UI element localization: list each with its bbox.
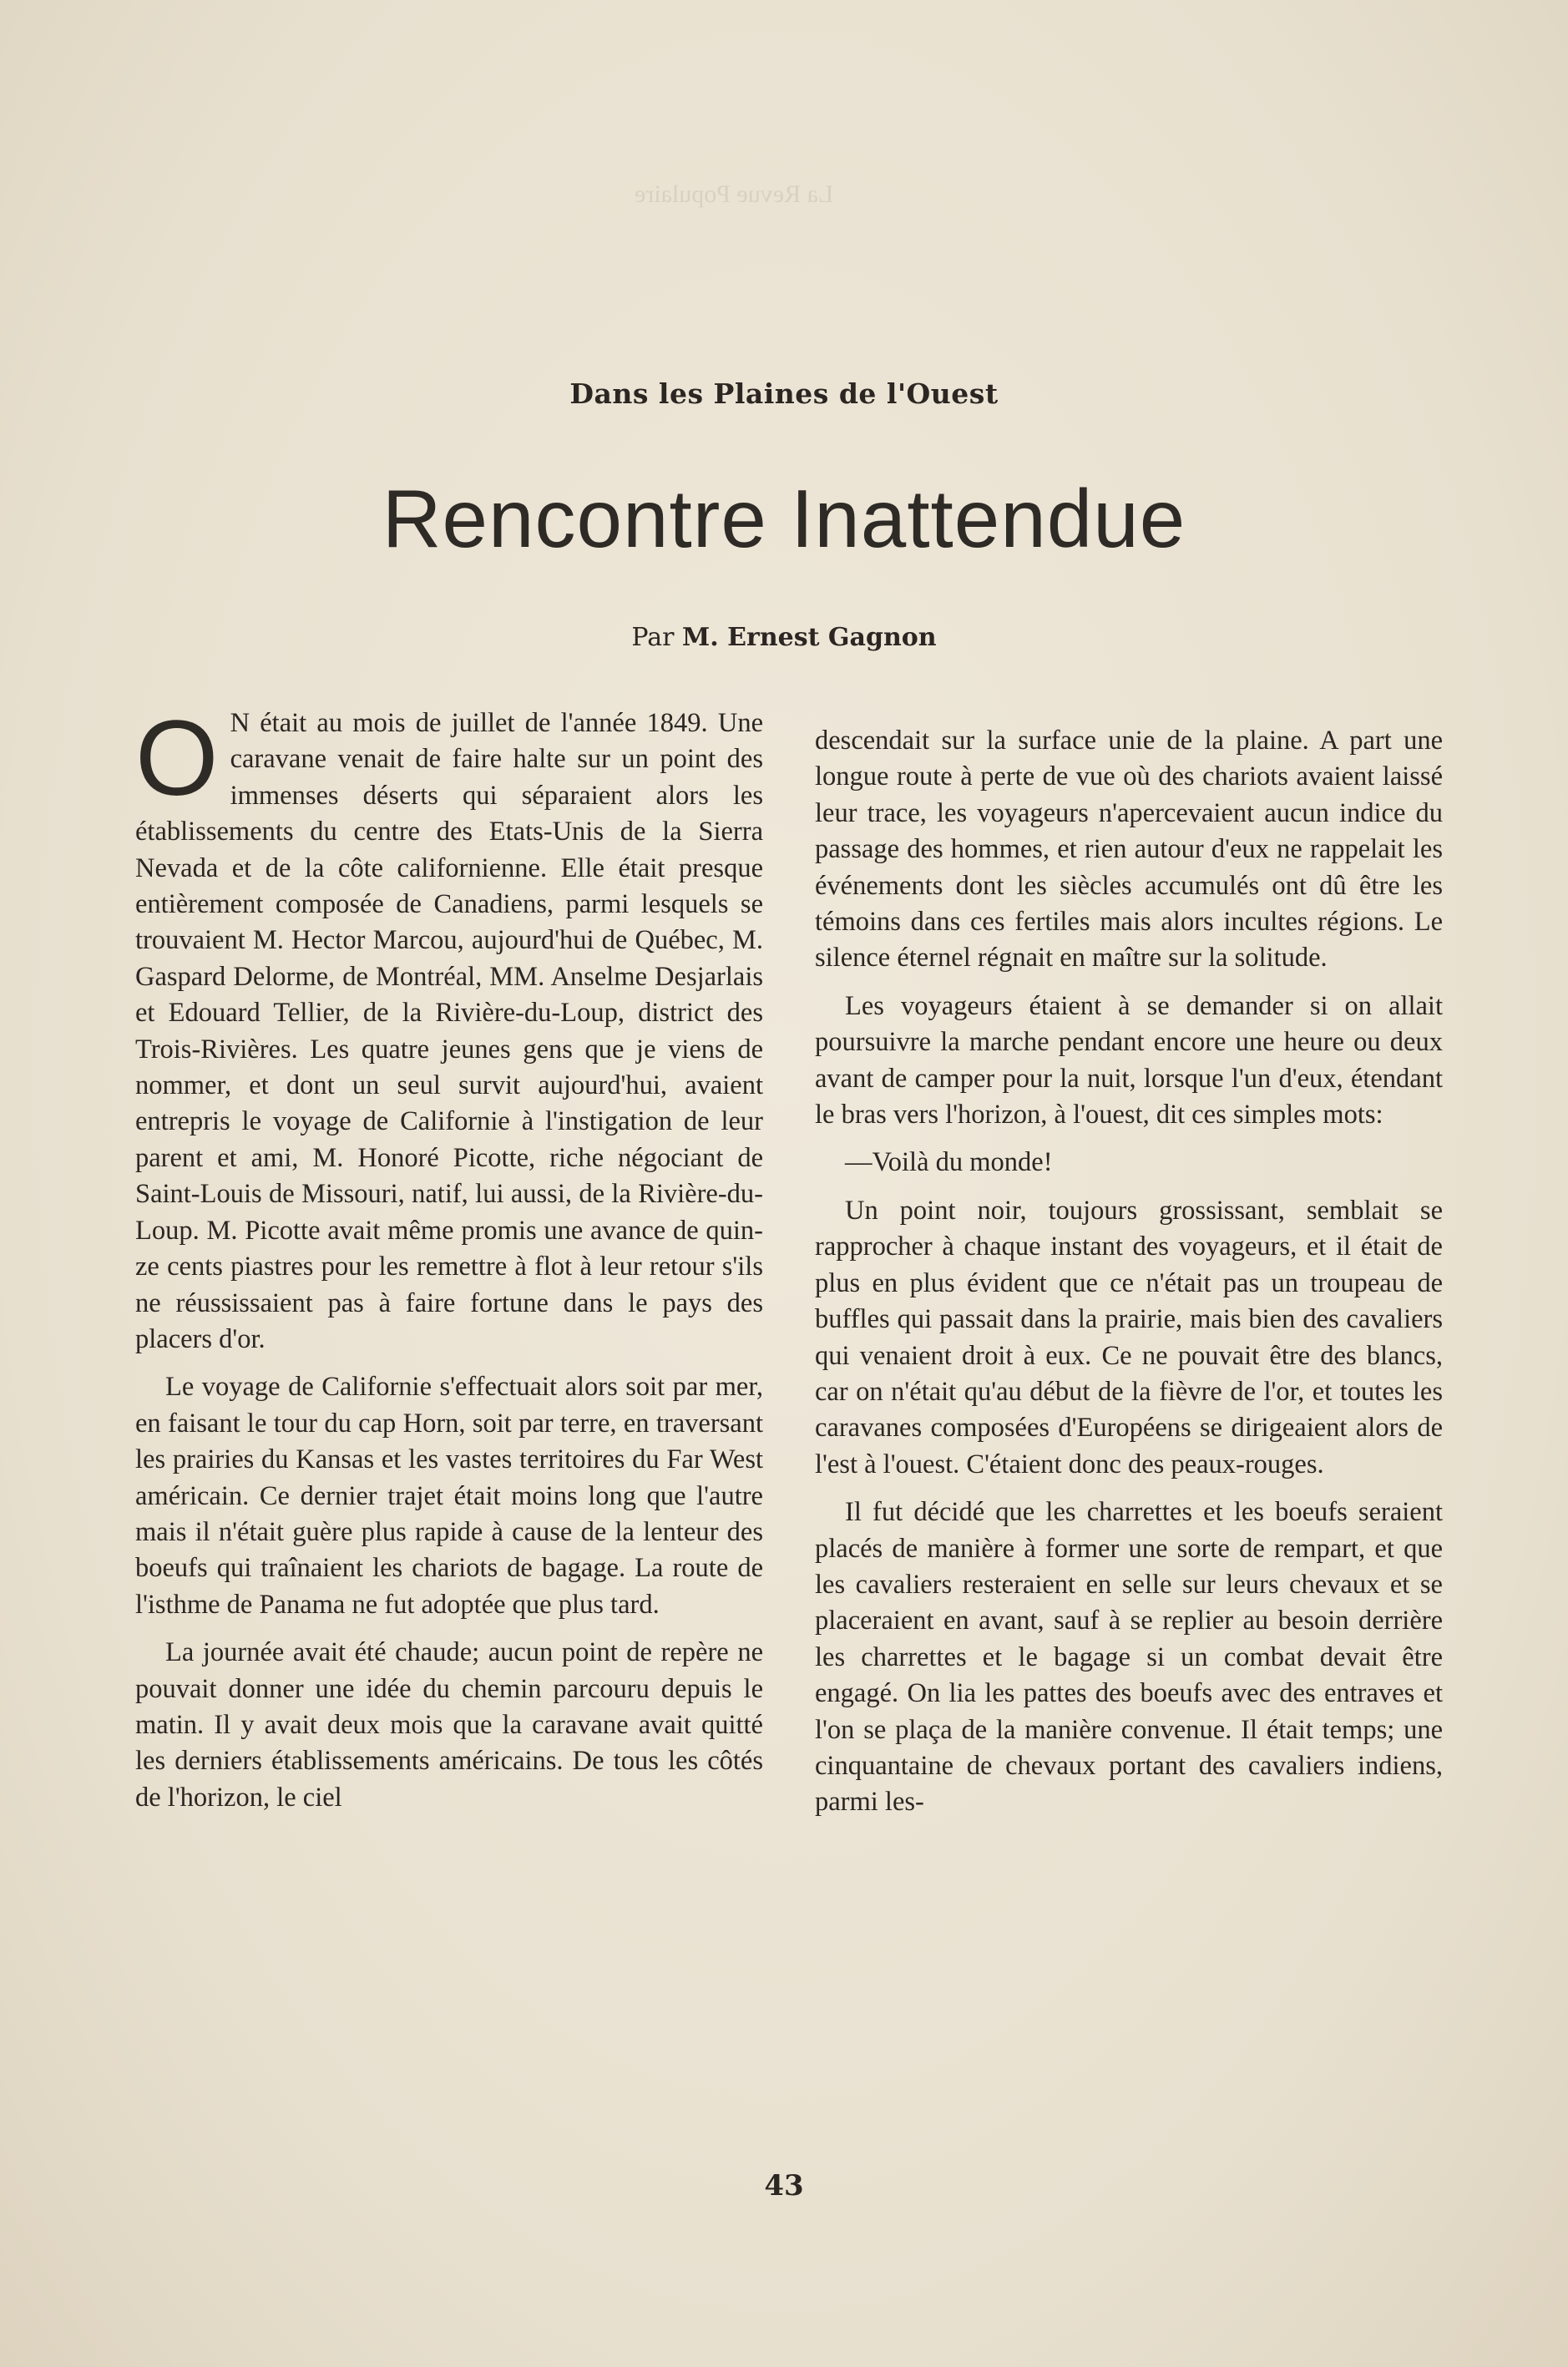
article-byline	[0, 623, 1568, 652]
article-kicker: Dans les Plaines de l'Ouest	[569, 377, 999, 410]
byline-prefix: Par	[631, 623, 675, 652]
paragraph: descendait sur la surface unie de la plaine. A part une longue route à perte de vue où des chariots avaient laissé leur trace, les voyageurs n'apercevaient aucun indice du passage des hommes, et rien autour d'eux ne rappelait les événements dont les siècles accumulés ont dû être les témoins dans ces fertiles mais alors incultes régions. Le silence éternel régnait en maître sur la solitude.	[815, 726, 1443, 974]
paragraph: Les voyageurs étaient à se demander si on allait poursuivre la marche pendant encore une heure ou deux avant de camper pour la nuit, lorsque l'un d'eux, étendant le bras vers l'horizon, à l'ouest, dit ces simples mots:	[815, 990, 1443, 1130]
paragraph: —Voilà du monde!	[845, 1147, 1053, 1178]
paragraph: Le voyage de Californie s'effectuait alors soit par mer, en faisant le tour du cap Horn, soit par terre, en traversant les prairies du Kansas et les vastes territoires du Far West américain. Ce dernier trajet était moins long que l'autre mais il n'était guère plus rapide à cause de la lenteur des boeufs qui traînaient les chariots de bagage. La route de l'isthme de Panama ne fut adoptée que plus tard.	[135, 1372, 763, 1620]
paragraph: La journée avait été chaude; aucun point de repère ne pouvait donner une idée du chemin parcouru depuis le matin. Il y avait deux mois que la caravane avait quitté les derniers établissements américains. De tous les côtés de l'horizon, le ciel	[135, 1637, 763, 1813]
page-number: 43	[764, 2169, 804, 2203]
paragraph	[135, 699, 763, 1358]
paragraph-text: N était au mois de juillet de l'année 1849. Une caravane venait de faire halte sur un point des immenses déserts qui séparaient alors les établissements du centre des Etats-Unis de la Sierra Nevada et de la côte californienne. Elle était presque entièrement composée de Canadiens, parmi lesquels se trouvaient M. Hector Marcou, aujourd'hui de Québec, M. Gaspard Delorme, de Montréal, MM. Anselme Desjarlais et Edouard Tellier, de la Rivière-du-Loup, district des Trois-Rivières. Les quatre jeunes gens que je viens de nommer, et dont un seul survit aujourd'hui, avaient entrepris le voyage de Californie à l'instigation de leur parent et ami, M. Honoré Picotte, riche négociant de Saint-Louis de Missouri, natif, lui aussi, de la Rivière-du-Loup. M. Picotte avait même promis une avance de quinze cents piastres pour les remettre à flot à leur retour s'ils ne réussissaient pas à faire fortune dans le pays des placers d'or.	[135, 708, 763, 1354]
drop-cap: O	[135, 699, 219, 818]
article-title: Rencontre Inattendue	[382, 473, 1186, 564]
left-column	[135, 699, 763, 1828]
bleed-through-header: La Revue Populaire	[635, 180, 834, 208]
byline-author: M. Ernest Gagnon	[682, 623, 937, 652]
right-column	[815, 723, 1443, 1833]
paragraph: Il fut décidé que les charrettes et les boeufs seraient placés de manière à former une sorte de rempart, et que les cavaliers resteraient en selle sur leurs chevaux et se placeraient en avant, sauf à se replier au besoin derrière les charrettes et le bagage si un combat devait être engagé. On lia les pattes des boeufs avec des entraves et l'on se plaça de la manière convenue. Il était temps; une cinquantaine de chevaux portant des cavaliers indiens, parmi les-	[815, 1497, 1443, 1818]
paragraph: Un point noir, toujours grossissant, semblait se rapprocher à chaque instant des voyageurs, et il était de plus en plus évident que ce n'était pas un troupeau de buffles qui passait dans la prairie, mais bien des cavaliers qui venaient droit à eux. Ce ne pouvait être des blancs, car on n'était qu'au début de la fièvre de l'or, et toutes les caravanes composées d'Européens se dirigeaient alors de l'est à l'ouest. C'étaient donc des peaux-rouges.	[815, 1195, 1443, 1479]
